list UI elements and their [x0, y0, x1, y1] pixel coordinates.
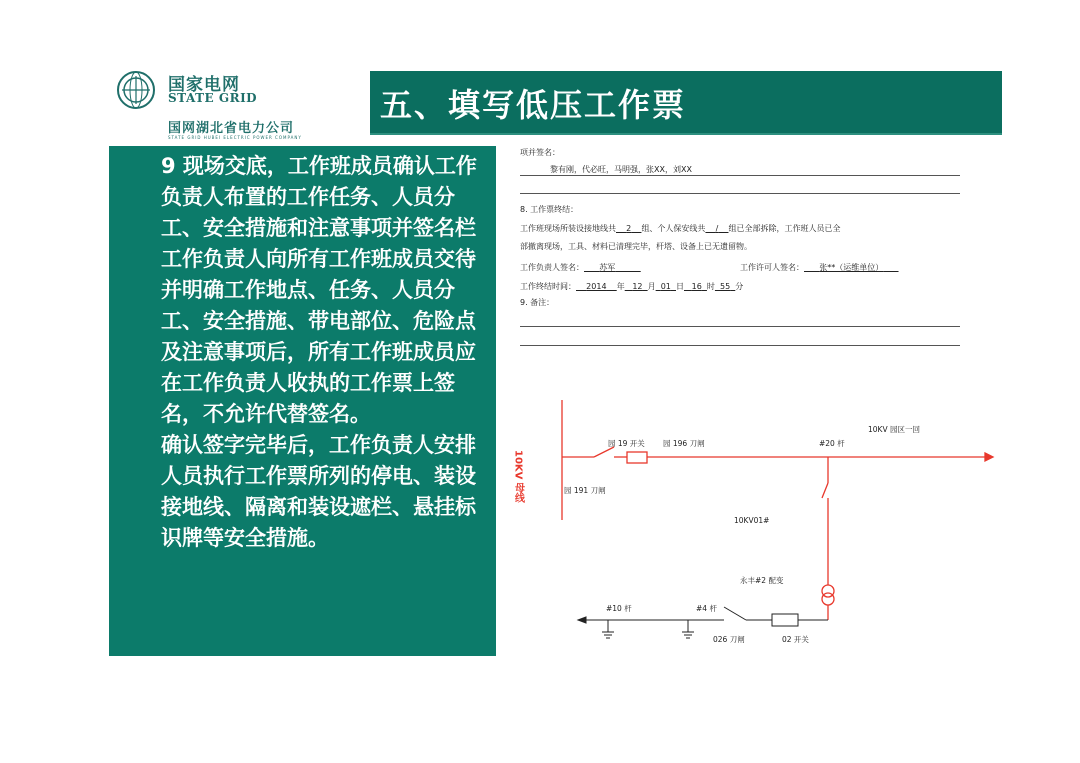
end-line-1 — [520, 223, 840, 234]
switch-02-label: 02 开关 — [782, 635, 809, 644]
form-rule — [520, 326, 960, 327]
knife-switch-026 — [724, 607, 746, 620]
leader-label: 工作负责人签名： — [520, 263, 584, 272]
title-divider — [370, 133, 1002, 135]
pole-20-label: #20 杆 — [819, 439, 845, 448]
explanation-paragraph-3: 确认签字完毕后，工作负责人安排人员执行工作票所列的停电、装设接地线、隔离和装设遮栏、悬挂标识牌等安全措施。 — [161, 433, 476, 550]
logo-english-name: STATE GRID — [168, 91, 258, 105]
explanation-panel — [109, 146, 496, 656]
ground-count: 2 — [626, 224, 632, 233]
wiring-diagram — [510, 395, 1000, 655]
state-grid-logo-icon — [116, 70, 156, 110]
permit-name: 张**（运维单位） — [819, 263, 884, 272]
end-heading: 8. 工作票终结： — [520, 205, 579, 214]
personal-count: / — [715, 224, 719, 233]
knife-switch-196 — [594, 447, 614, 457]
end-line-2: 部撤离现场，工具、材料已清理完毕，杆塔、设备上已无遗留物。 — [520, 242, 752, 251]
title-bar — [370, 71, 1002, 133]
knife-196-label: 园 196 刀闸 — [663, 439, 705, 448]
permit-label: 工作许可人签名： — [740, 263, 804, 272]
page-title: 五、填写低压工作票 — [380, 86, 687, 124]
transformer-label: 永丰#2 配变 — [740, 576, 784, 585]
bus-label: 10KV 母线 — [512, 450, 524, 503]
explanation-paragraph-1: 9 现场交底，工作班成员确认工作负责人布置的工作任务、人员分工、安全措施和注意事项并签名栏 — [161, 154, 477, 240]
logo-chinese-name: 国家电网 — [168, 75, 240, 95]
pole-10-label: #10 杆 — [606, 604, 632, 613]
breaker-19 — [627, 452, 647, 463]
sign-names: 黎有刚，代必旺，马明强，张XX，刘XX — [550, 165, 692, 174]
end-line-1-c: 组已全部拆除，工作班人员已全 — [728, 224, 841, 233]
tap-label: 10KV01# — [734, 516, 770, 525]
sign-label: 项并签名： — [520, 148, 560, 157]
arrow-left-icon — [578, 617, 586, 623]
knife-191-label: 园 191 刀闸 — [564, 486, 606, 495]
company-name: 国网湖北省电力公司 — [168, 121, 295, 136]
switch-19-label: 园 19 开关 — [608, 439, 645, 448]
form-rule — [520, 175, 960, 176]
transformer-coil — [822, 593, 834, 605]
company-english-name: STATE GRID HUBEI ELECTRIC POWER COMPANY — [168, 135, 302, 140]
line-name-label: 10KV 园区一回 — [868, 425, 920, 434]
end-line-1-b: 组、个人保安线共 — [641, 224, 706, 233]
form-rule — [520, 345, 960, 346]
leader-signature — [520, 262, 641, 273]
knife-026-label: 026 刀闸 — [713, 635, 745, 644]
remarks-label: 9. 备注： — [520, 298, 555, 307]
end-time: 工作终结时间： 2014 年 12 月 01 日 16 时 55 分 — [520, 282, 744, 291]
explanation-paragraph-2: 工作负责人向所有工作班成员交待并明确工作地点、任务、人员分工、安全措施、带电部位、危险点及注意事项后，所有工作班成员应在工作负责人收执的工作票上签名，不允许代替签名。 — [161, 247, 476, 426]
breaker-02 — [772, 614, 798, 626]
leader-name: 苏军 — [599, 263, 616, 272]
form-rule — [520, 193, 960, 194]
arrow-head-icon — [985, 453, 993, 461]
permit-signature — [740, 262, 899, 273]
end-line-1-a: 工作班现场所装设接地线共 — [520, 224, 616, 233]
drop-out-switch — [822, 483, 828, 498]
pole-4-label: #4 杆 — [696, 604, 717, 613]
